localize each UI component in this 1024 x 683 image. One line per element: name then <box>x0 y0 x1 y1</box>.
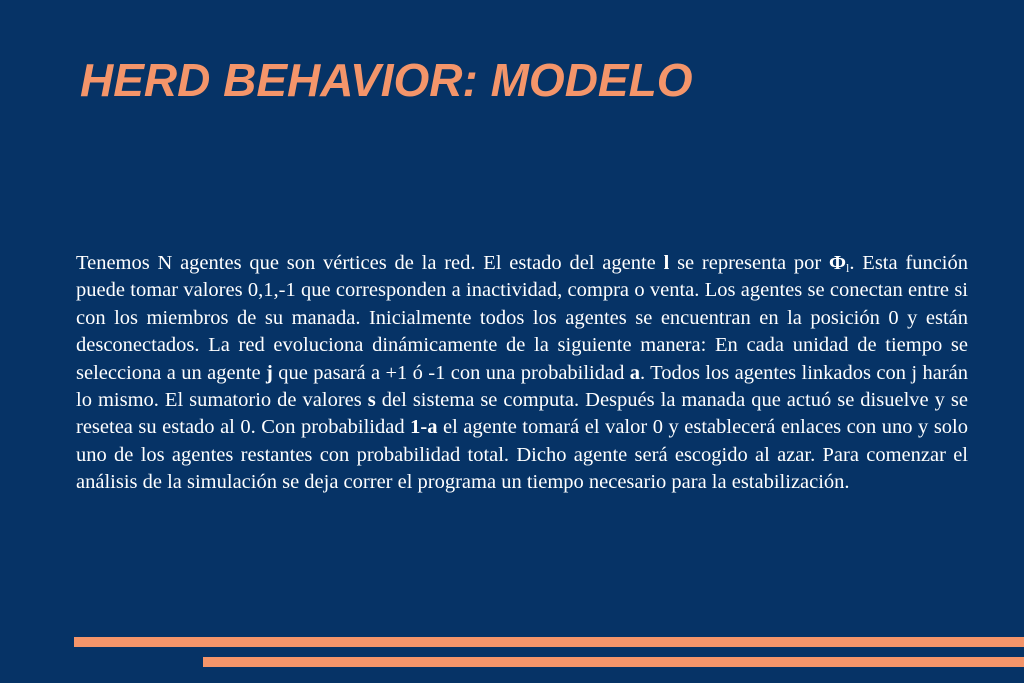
body-text-segment: se representa por <box>669 252 830 274</box>
slide-title: HERD BEHAVIOR: MODELO <box>80 54 693 106</box>
agent-variable-j: j <box>266 361 273 384</box>
body-text-segment: Tenemos N agentes que son vértices de la red. El estado del agente <box>76 252 664 274</box>
agent-variable-l: l <box>663 252 670 274</box>
probability-one-minus-a: 1-a <box>410 416 438 439</box>
slide-body-paragraph <box>76 250 968 497</box>
decorative-rule-top <box>74 637 1024 647</box>
phi-subscript: l <box>846 261 850 275</box>
decorative-rule-bottom <box>203 657 1024 667</box>
sum-variable-s: s <box>367 389 376 412</box>
probability-variable-a: a <box>629 361 640 384</box>
body-text-segment: del sistema se computa. Después la manada que actuó se disuelve y se resetea su estado al 0. Con probabilidad <box>76 389 968 439</box>
body-text-segment: . Esta función puede tomar valores 0,1,-1 que corresponden a inactividad, compra o venta. Los agentes se conectan entre si con los miembros de su manada. Inicialmente todos los agentes se encuentran en la posición 0 y están desconectados. La red evoluciona dinámicamente de la siguiente manera: En cada unidad de tiempo se selecciona a un agente <box>76 252 968 384</box>
body-text-segment: que pasará a +1 ó -1 con una probabilidad <box>272 361 630 384</box>
body-text-segment: el agente tomará el valor 0 y establecerá enlaces con uno y solo uno de los agentes restantes con probabilidad total. Dicho agente será escogido al azar. Para comenzar el análisis de la simulación se deja correr el programa un tiempo necesario para la estabilización. <box>76 416 969 494</box>
body-text-segment: . Todos los agentes linkados con j harán lo mismo. El sumatorio de valores <box>76 361 968 412</box>
phi-symbol: Φ <box>829 252 847 274</box>
